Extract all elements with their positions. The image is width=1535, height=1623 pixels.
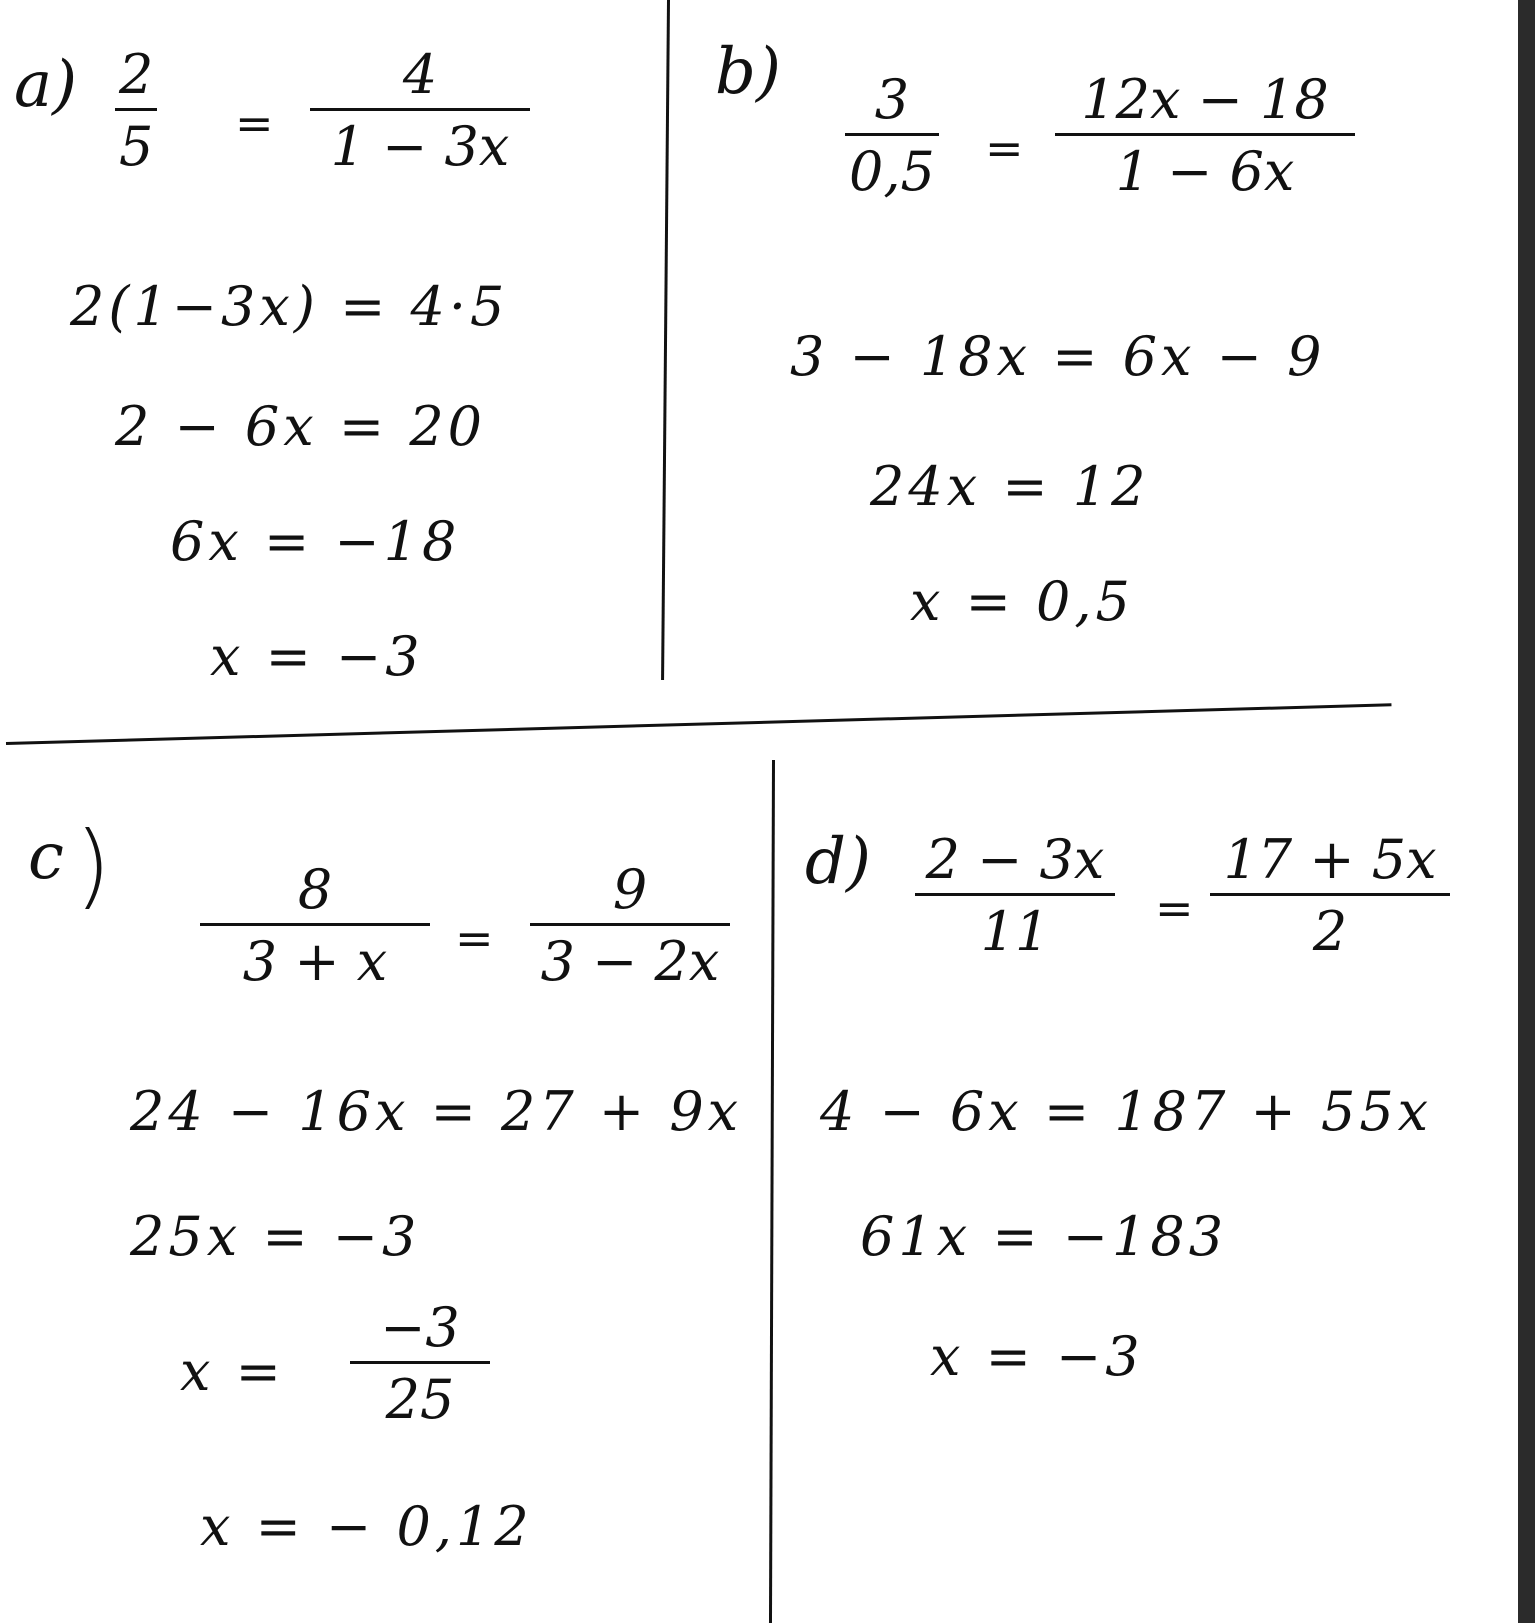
fraction-numerator: 12x − 18	[1081, 68, 1329, 131]
problem-c-paren: )	[75, 812, 111, 919]
problem-b-step: 24x = 12	[870, 455, 1150, 518]
fraction-bar	[530, 923, 730, 926]
problem-a-answer: x = −3	[210, 625, 424, 688]
fraction-numerator: −3	[380, 1296, 460, 1359]
problem-b	[715, 30, 1415, 700]
fraction-numerator: 4	[402, 43, 438, 106]
problem-b-answer: x = 0,5	[910, 570, 1134, 633]
equals-sign: =	[985, 121, 1024, 175]
problem-c-step-fraction	[350, 1298, 490, 1430]
vertical-divider-bottom	[769, 760, 775, 1623]
fraction-bar	[1055, 133, 1355, 136]
problem-d-step: 4 − 6x = 187 + 55x	[820, 1080, 1433, 1143]
problem-c-step: 25x = −3	[130, 1205, 421, 1268]
problem-d	[800, 790, 1500, 1590]
fraction-denominator: 1 − 3x	[330, 115, 510, 179]
problem-d-step: 61x = −183	[860, 1205, 1228, 1268]
fraction-denominator: 25	[385, 1368, 455, 1432]
problem-c-answer: x = − 0,12	[200, 1495, 533, 1558]
fraction-bar	[200, 923, 430, 926]
equals-sign: =	[455, 911, 494, 965]
problem-d-label: d)	[805, 825, 871, 899]
fraction-denominator: 5	[119, 115, 154, 179]
fraction-denominator: 11	[980, 900, 1050, 964]
problem-c-step: 24 − 16x = 27 + 9x	[130, 1080, 743, 1143]
fraction-numerator: 2	[119, 43, 154, 106]
fraction-bar	[310, 108, 530, 111]
problem-a-step: 2 − 6x = 20	[115, 395, 487, 458]
problem-b-rhs-fraction	[1055, 70, 1355, 202]
fraction-numerator: 2 − 3x	[925, 828, 1105, 891]
fraction-bar	[915, 893, 1115, 896]
problem-b-lhs-fraction	[845, 70, 939, 202]
fraction-denominator: 2	[1312, 900, 1348, 964]
problem-b-label: b)	[715, 35, 781, 109]
problem-c-label: c	[28, 820, 64, 894]
fraction-denominator: 3 − 2x	[540, 930, 720, 994]
fraction-denominator: 3 + x	[242, 930, 388, 994]
fraction-numerator: 3	[874, 68, 910, 131]
problem-c-rhs-fraction	[530, 860, 730, 992]
fraction-numerator: 8	[297, 858, 333, 921]
problem-a-rhs-fraction	[310, 45, 530, 177]
problem-d-answer: x = −3	[930, 1325, 1144, 1388]
vertical-divider-top	[661, 0, 670, 680]
equals-sign: =	[235, 96, 274, 150]
problem-c-lhs-fraction	[200, 860, 430, 992]
problem-b-step: 3 − 18x = 6x − 9	[790, 325, 1326, 388]
right-edge-strip	[1518, 0, 1535, 1623]
fraction-bar	[1210, 893, 1450, 896]
fraction-bar	[350, 1361, 490, 1364]
fraction-denominator: 1 − 6x	[1115, 140, 1295, 204]
fraction-bar	[115, 108, 157, 111]
problem-a-lhs-fraction	[115, 45, 157, 177]
fraction-numerator: 9	[612, 858, 648, 921]
problem-a-step: 2(1−3x) = 4·5	[70, 275, 509, 338]
problem-a-label: a)	[14, 48, 78, 122]
problem-d-lhs-fraction	[915, 830, 1115, 962]
equals-sign: =	[1155, 881, 1194, 935]
problem-d-rhs-fraction	[1210, 830, 1450, 962]
problem-a-step: 6x = −18	[170, 510, 461, 573]
problem-c	[20, 812, 760, 1620]
fraction-bar	[845, 133, 939, 136]
problem-c-fraction-step-prefix: x =	[180, 1340, 285, 1403]
fraction-denominator: 0,5	[849, 140, 935, 204]
problem-a	[10, 45, 650, 715]
fraction-numerator: 17 + 5x	[1223, 828, 1437, 891]
